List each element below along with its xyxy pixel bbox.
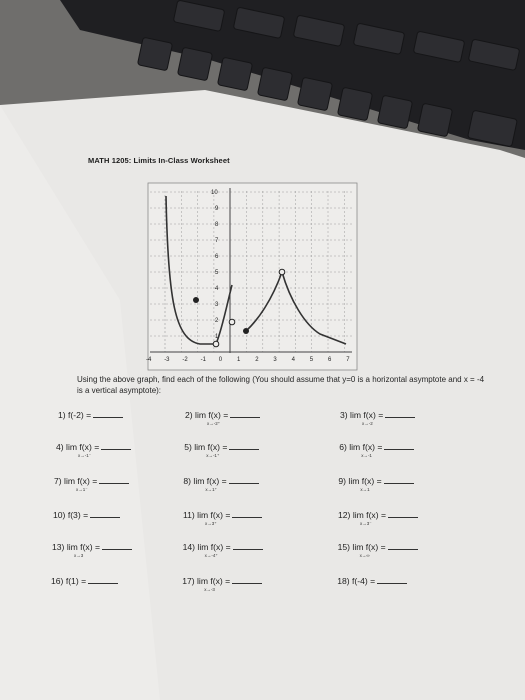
limit-subscript: x→∞ — [359, 553, 370, 558]
y-tick-label: 10 — [211, 190, 218, 196]
problem-number: 17) — [182, 576, 197, 586]
problem-expression: f(-2) = — [68, 410, 92, 420]
x-tick-label: 6 — [328, 357, 332, 363]
problem-item — [185, 410, 260, 420]
problem-number: 18) — [337, 576, 352, 586]
limit-subscript: x→-3 — [204, 587, 215, 592]
y-tick-label: 7 — [215, 238, 219, 244]
x-tick-label: -4 — [146, 357, 152, 363]
problem-item — [183, 542, 263, 552]
problem-expression: lim f(x) = — [197, 576, 231, 586]
problem-item — [53, 510, 120, 520]
y-tick-label: 1 — [215, 334, 219, 340]
problem-expression: f(1) = — [65, 576, 87, 586]
answer-blank[interactable] — [102, 548, 132, 550]
answer-blank[interactable] — [385, 416, 415, 418]
y-tick-label: 4 — [215, 286, 219, 292]
limit-subscript: x→-4⁺ — [204, 553, 218, 558]
problem-expression: f(3) = — [67, 510, 89, 520]
problem-expression: lim f(x) = — [352, 510, 386, 520]
x-tick-label: 1 — [237, 357, 241, 363]
x-tick-label: 7 — [346, 357, 350, 363]
problem-expression: f(-4) = — [352, 576, 376, 586]
problem-item — [183, 476, 258, 486]
problem-expression: lim f(x) = — [194, 442, 228, 452]
problem-number: 5) — [184, 442, 195, 452]
y-tick-label: 2 — [215, 318, 219, 324]
problem-expression: lim f(x) = — [350, 410, 384, 420]
y-tick-label: 8 — [215, 222, 219, 228]
limit-subscript: x→1⁺ — [205, 487, 218, 492]
problem-number: 6) — [339, 442, 350, 452]
answer-blank[interactable] — [88, 582, 118, 584]
open-point-x1-upper — [229, 319, 235, 325]
problem-item — [56, 442, 131, 452]
answer-blank[interactable] — [232, 516, 262, 518]
problem-item — [54, 476, 129, 486]
problem-expression: lim f(x) = — [66, 542, 100, 552]
x-tick-label: 3 — [273, 357, 277, 363]
x-tick-label: 2 — [255, 357, 259, 363]
problem-number: 15) — [337, 542, 353, 552]
open-point-peak — [279, 269, 285, 275]
limit-subscript: x→1 — [360, 487, 370, 492]
graph-frame — [148, 183, 357, 370]
problem-item — [338, 476, 413, 486]
y-tick-label: 9 — [215, 206, 219, 212]
x-tick-label: 0 — [218, 357, 223, 363]
problem-number: 10) — [53, 510, 68, 520]
worksheet-title: MATH 1205: Limits In-Class Worksheet — [88, 156, 230, 165]
x-tick-label: -2 — [182, 357, 188, 363]
answer-blank[interactable] — [388, 516, 418, 518]
limit-subscript: x→3⁻ — [360, 521, 372, 526]
answer-blank[interactable] — [233, 548, 263, 550]
x-tick-label: -1 — [200, 357, 206, 363]
problem-expression: lim f(x) = — [66, 442, 100, 452]
problem-number: 1) — [58, 410, 69, 420]
y-tick-label: 5 — [215, 270, 219, 276]
problem-number: 16) — [51, 576, 66, 586]
problem-number: 3) — [340, 410, 351, 420]
answer-blank[interactable] — [377, 582, 407, 584]
problem-number: 11) — [183, 510, 198, 520]
answer-blank[interactable] — [229, 448, 259, 450]
problem-expression: lim f(x) = — [195, 410, 229, 420]
y-tick-label: 3 — [215, 302, 219, 308]
problem-item — [183, 510, 262, 520]
problem-number: 12) — [338, 510, 353, 520]
x-tick-label: 5 — [309, 357, 314, 363]
filled-point-x1 — [243, 328, 249, 334]
answer-blank[interactable] — [384, 482, 414, 484]
problem-number: 8) — [183, 476, 194, 486]
problem-expression: lim f(x) = — [193, 476, 227, 486]
problem-expression: lim f(x) = — [349, 442, 383, 452]
limit-subscript: x→-2⁺ — [207, 421, 221, 426]
problem-number: 14) — [182, 542, 198, 552]
limit-subscript: x→-1⁺ — [206, 453, 220, 458]
problem-item — [52, 542, 132, 552]
limit-subscript: x→-1⁻ — [78, 453, 92, 458]
limit-subscript: x→-2 — [362, 421, 373, 426]
problem-expression: lim f(x) = — [348, 476, 382, 486]
problem-item — [337, 576, 407, 586]
answer-blank[interactable] — [93, 416, 123, 418]
problem-expression: lim f(x) = — [197, 542, 231, 552]
open-point-minus1 — [213, 341, 219, 347]
problem-number: 4) — [56, 442, 67, 452]
filled-point-left — [193, 297, 199, 303]
problem-number: 2) — [185, 410, 196, 420]
problem-item — [338, 510, 418, 520]
problem-number: 7) — [54, 476, 65, 486]
problem-item — [182, 576, 262, 586]
answer-blank[interactable] — [229, 482, 259, 484]
problem-item — [58, 410, 123, 420]
instructions-text: Using the above graph, find each of the following (You should assume that y=0 is a horizontal asymptote and x = -4 is a vertical asymptote): — [77, 375, 485, 395]
y-tick-label: 6 — [215, 254, 219, 260]
answer-blank[interactable] — [90, 516, 120, 518]
answer-blank[interactable] — [232, 582, 262, 584]
limit-subscript: x→3 — [74, 553, 84, 558]
answer-blank[interactable] — [384, 448, 414, 450]
problem-expression: lim f(x) = — [64, 476, 98, 486]
answer-blank[interactable] — [388, 548, 418, 550]
problem-number: 13) — [52, 542, 67, 552]
x-tick-label: -3 — [164, 357, 170, 363]
problem-item — [339, 442, 414, 452]
problem-number: 9) — [338, 476, 349, 486]
problem-item — [340, 410, 415, 420]
problem-item — [184, 442, 259, 452]
limit-subscript: x→1⁻ — [76, 487, 88, 492]
problem-item — [51, 576, 118, 586]
limit-subscript: x→3⁺ — [205, 521, 217, 526]
problem-expression: lim f(x) = — [352, 542, 386, 552]
limit-subscript: x→-1 — [361, 453, 372, 458]
x-tick-label: 4 — [291, 357, 295, 363]
problem-expression: lim f(x) = — [197, 510, 231, 520]
answer-blank[interactable] — [101, 448, 131, 450]
answer-blank[interactable] — [230, 416, 260, 418]
problem-item — [338, 542, 418, 552]
answer-blank[interactable] — [99, 482, 129, 484]
